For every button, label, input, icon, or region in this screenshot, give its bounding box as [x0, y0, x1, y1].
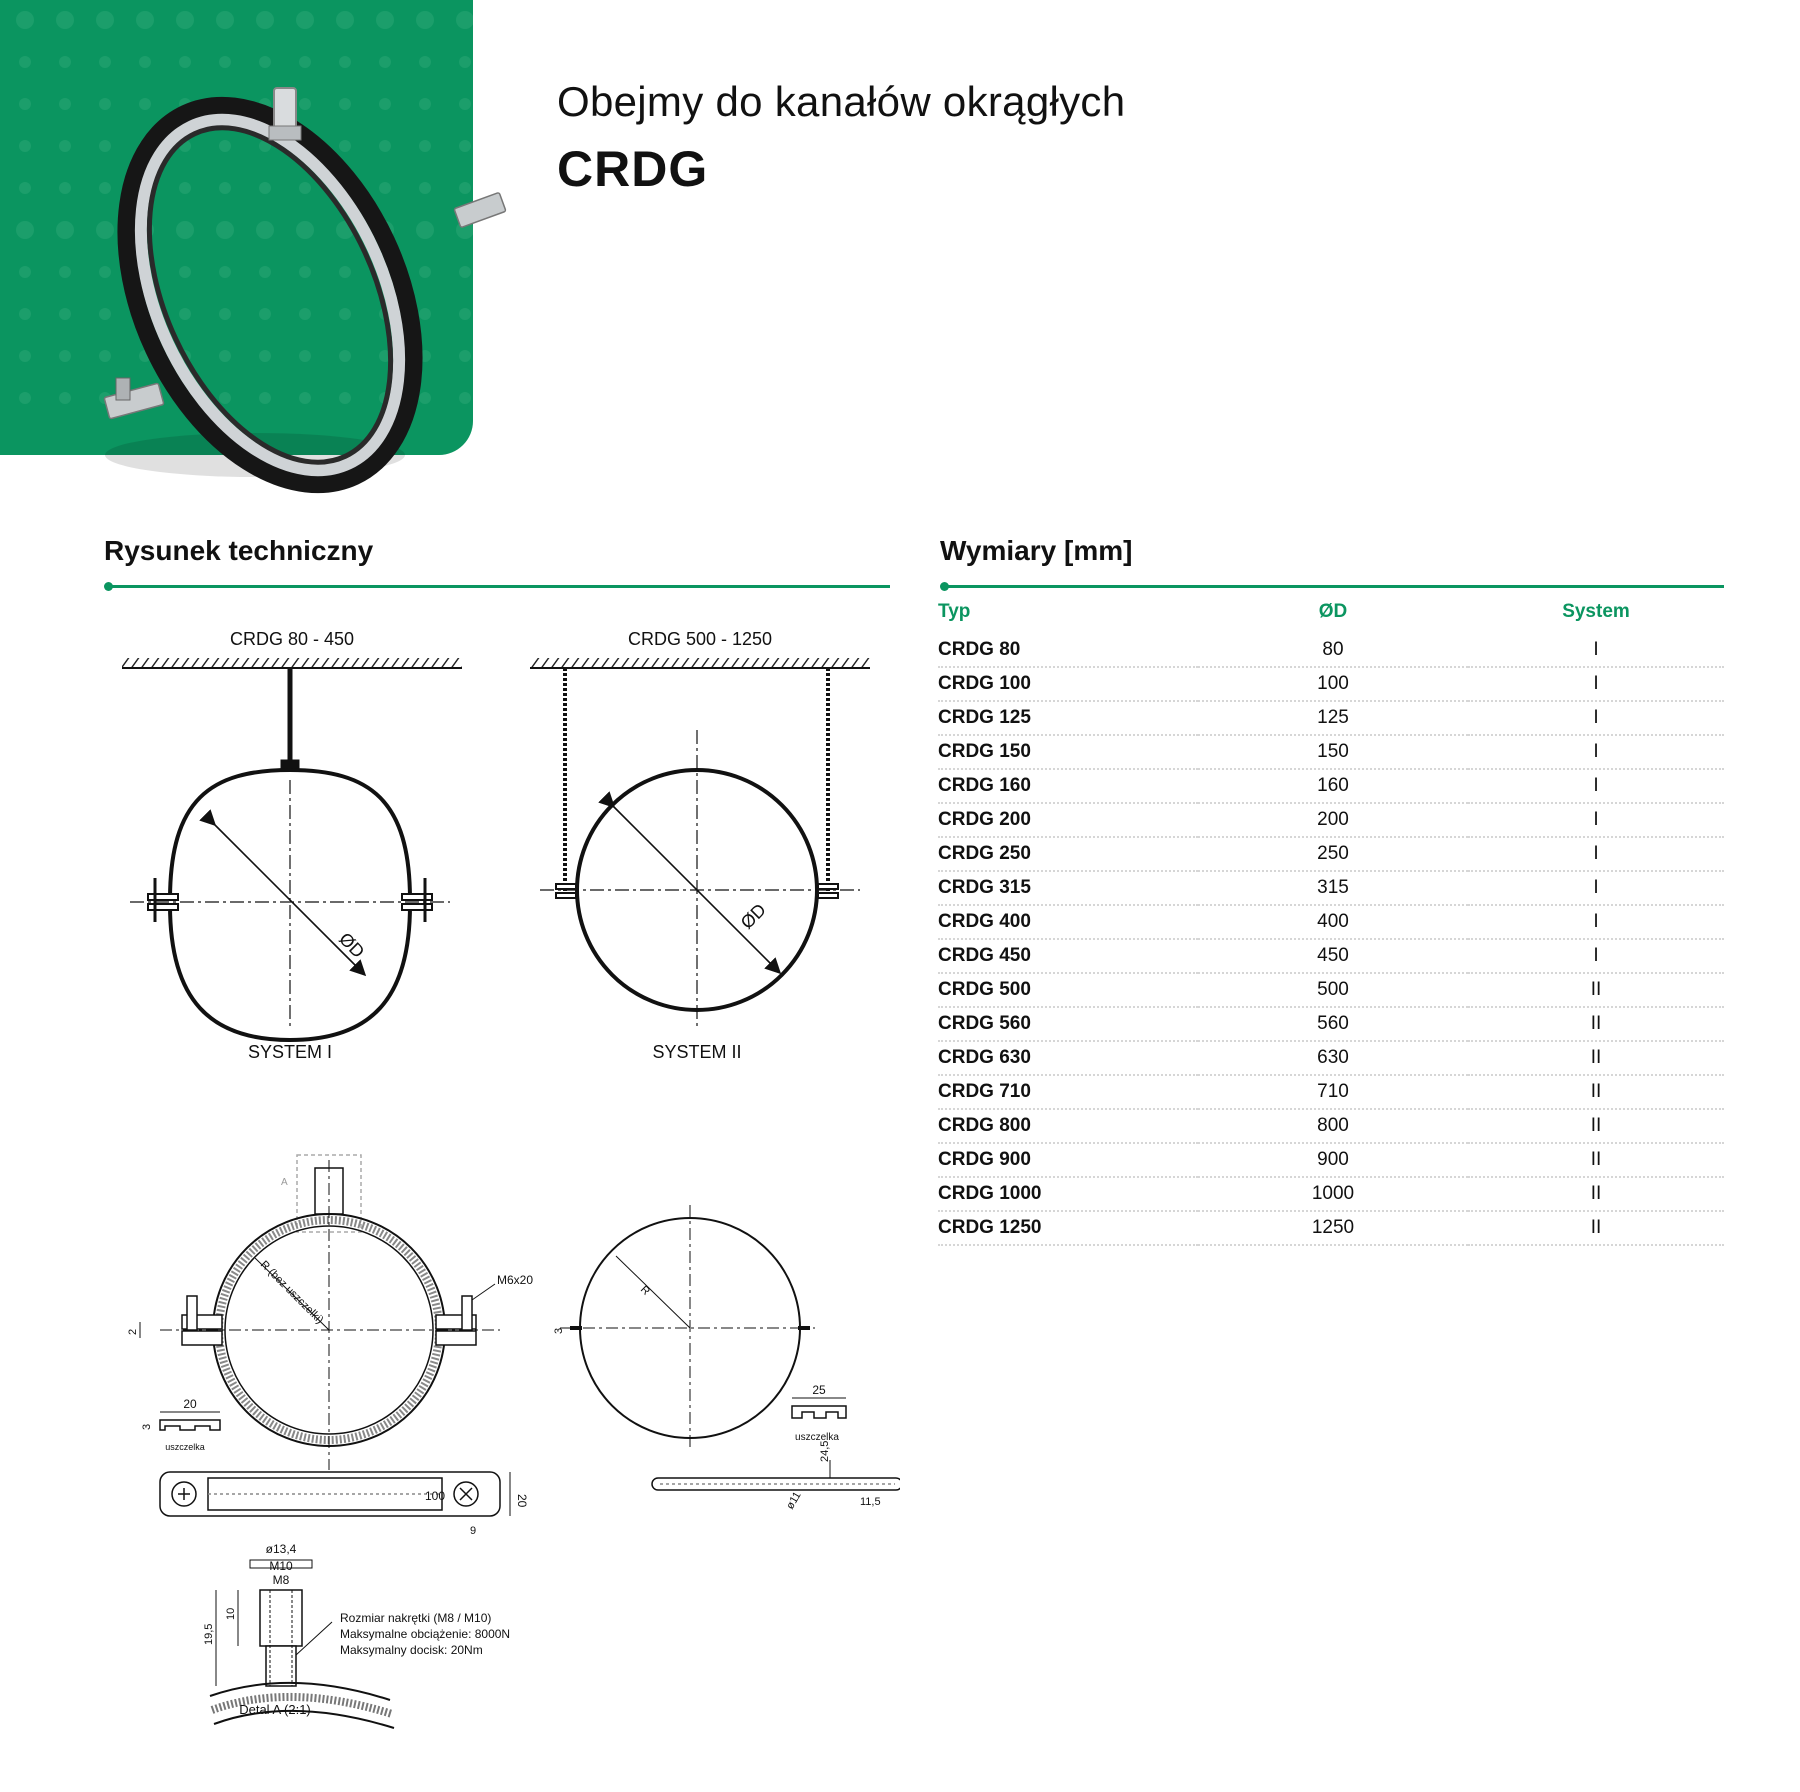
table-row	[938, 803, 1724, 837]
decor-dot	[456, 11, 473, 29]
dimensions-table	[938, 600, 1724, 1246]
cell-diameter: 1000	[1198, 1177, 1468, 1211]
table-row	[938, 667, 1724, 701]
table-row	[938, 905, 1724, 939]
cell-type: CRDG 100	[938, 667, 1198, 701]
page-subtitle: Obejmy do kanałów okrągłych	[557, 78, 1126, 125]
table-row	[938, 871, 1724, 905]
decor-dot	[19, 392, 31, 404]
table-row	[938, 1041, 1724, 1075]
cell-system: II	[1468, 1143, 1724, 1177]
cell-diameter: 400	[1198, 905, 1468, 939]
label-radius-seal: R (bez uszczelki)	[257, 1258, 326, 1327]
drawing-section-rule	[107, 585, 890, 588]
cell-system: I	[1468, 735, 1724, 769]
height-195: 19,5	[203, 1623, 215, 1645]
decor-dot	[376, 11, 394, 29]
note-line-3: Maksymalny docisk: 20Nm	[340, 1643, 483, 1657]
dim-25: 25	[812, 1383, 826, 1397]
pipe-clamp-photo	[60, 60, 540, 530]
cell-type: CRDG 450	[938, 939, 1198, 973]
cell-type: CRDG 400	[938, 905, 1198, 939]
cell-diameter: 1250	[1198, 1211, 1468, 1245]
dim-3-band: 3	[553, 1327, 565, 1334]
cell-type: CRDG 900	[938, 1143, 1198, 1177]
decor-dot	[416, 11, 434, 29]
table-row	[938, 1109, 1724, 1143]
decor-dot	[19, 308, 31, 320]
cell-diameter: 125	[1198, 701, 1468, 735]
decor-dot	[336, 11, 354, 29]
table-row	[938, 769, 1724, 803]
table-row	[938, 1211, 1724, 1245]
cell-diameter: 80	[1198, 634, 1468, 667]
decor-dot	[136, 11, 154, 29]
table-row	[938, 973, 1724, 1007]
cell-type: CRDG 630	[938, 1041, 1198, 1075]
table-row	[938, 735, 1724, 769]
product-code: CRDG	[557, 141, 709, 197]
cell-system: II	[1468, 1211, 1724, 1245]
label-system1: SYSTEM I	[247, 1042, 333, 1062]
cell-type: CRDG 315	[938, 871, 1198, 905]
decor-dot	[296, 11, 314, 29]
cell-diameter: 900	[1198, 1143, 1468, 1177]
cell-diameter: 710	[1198, 1075, 1468, 1109]
cell-type: CRDG 160	[938, 769, 1198, 803]
table-row	[938, 837, 1724, 871]
title-block	[557, 78, 1125, 198]
cell-diameter: 200	[1198, 803, 1468, 837]
cell-diameter: 100	[1198, 667, 1468, 701]
marker-a: A	[281, 1177, 288, 1188]
decor-dot	[19, 140, 31, 152]
drawing-section-title: Rysunek techniczny	[104, 535, 374, 566]
cell-type: CRDG 1250	[938, 1211, 1198, 1245]
cell-system: I	[1468, 634, 1724, 667]
height-10: 10	[225, 1607, 237, 1620]
cell-type: CRDG 150	[938, 735, 1198, 769]
decor-dot	[19, 350, 31, 362]
label-seal-right: uszczelka	[795, 1432, 839, 1443]
cell-type: CRDG 250	[938, 837, 1198, 871]
cell-type: CRDG 500	[938, 973, 1198, 1007]
decor-dot	[19, 56, 31, 68]
cell-system: I	[1468, 871, 1724, 905]
decor-dot	[19, 182, 31, 194]
cell-type: CRDG 125	[938, 701, 1198, 735]
dims-section-rule	[943, 585, 1724, 588]
cell-system: I	[1468, 905, 1724, 939]
decor-dot	[176, 11, 194, 29]
nut-diameter: ø13,4	[265, 1542, 297, 1556]
table-row	[938, 701, 1724, 735]
thread-m10: M10	[269, 1559, 293, 1573]
note-line-2: Maksymalne obciążenie: 8000N	[340, 1627, 511, 1641]
cell-type: CRDG 80	[938, 634, 1198, 667]
cell-system: II	[1468, 1041, 1724, 1075]
table-row	[938, 1075, 1724, 1109]
label-system2: SYSTEM II	[652, 1042, 742, 1062]
decor-dot	[216, 11, 234, 29]
diameter-label-system1: ØD	[335, 928, 369, 962]
cell-diameter: 160	[1198, 769, 1468, 803]
dims-section-title: Wymiary [mm]	[940, 535, 1133, 566]
table-row	[938, 634, 1724, 667]
label-system1-range: CRDG 80 - 450	[229, 629, 355, 649]
decor-dot	[16, 221, 34, 239]
label-hole: ø11	[784, 1489, 804, 1512]
cell-system: I	[1468, 769, 1724, 803]
cell-system: II	[1468, 973, 1724, 1007]
cell-system: II	[1468, 1109, 1724, 1143]
cell-type: CRDG 200	[938, 803, 1198, 837]
cell-system: I	[1468, 701, 1724, 735]
decor-dot	[16, 11, 34, 29]
header-type: Typ	[938, 601, 971, 622]
decor-dot	[19, 266, 31, 278]
decor-dot	[256, 11, 274, 29]
cell-system: II	[1468, 1075, 1724, 1109]
band-offset: 9	[470, 1525, 477, 1537]
cell-diameter: 315	[1198, 871, 1468, 905]
band-width: 20	[515, 1494, 529, 1508]
cell-system: II	[1468, 1007, 1724, 1041]
header-diameter: ØD	[1318, 601, 1348, 622]
cell-diameter: 800	[1198, 1109, 1468, 1143]
table-row	[938, 1177, 1724, 1211]
header-system: System	[1562, 601, 1630, 622]
label-bolt: M6x20	[497, 1273, 534, 1287]
table-row	[938, 939, 1724, 973]
cell-system: I	[1468, 667, 1724, 701]
table-row	[938, 1007, 1724, 1041]
cell-system: II	[1468, 1177, 1724, 1211]
diameter-label-system2: ØD	[736, 899, 770, 933]
label-seal-left: uszczelka	[165, 1442, 205, 1452]
cell-system: I	[1468, 837, 1724, 871]
cell-system: I	[1468, 939, 1724, 973]
label-radius: R	[637, 1283, 652, 1298]
cell-diameter: 250	[1198, 837, 1468, 871]
decor-dot	[96, 11, 114, 29]
dim-115: 11,5	[860, 1496, 881, 1508]
note-line-1: Rozmiar nakrętki (M8 / M10)	[340, 1611, 492, 1625]
cell-diameter: 150	[1198, 735, 1468, 769]
cell-diameter: 630	[1198, 1041, 1468, 1075]
table-row	[938, 1143, 1724, 1177]
dim-3-seal: 3	[141, 1423, 153, 1430]
thread-m8: M8	[272, 1573, 290, 1587]
dim-20: 20	[183, 1397, 197, 1411]
decor-dot	[56, 11, 74, 29]
cell-system: I	[1468, 803, 1724, 837]
decor-dot	[19, 98, 31, 110]
technical-drawing	[100, 600, 900, 1740]
cell-type: CRDG 710	[938, 1075, 1198, 1109]
cell-diameter: 560	[1198, 1007, 1468, 1041]
table-header-row	[938, 600, 1724, 634]
cell-diameter: 450	[1198, 939, 1468, 973]
cell-diameter: 500	[1198, 973, 1468, 1007]
dim-2: 2	[127, 1328, 139, 1335]
label-system2-range: CRDG 500 - 1250	[627, 629, 773, 649]
detail-caption: Detal A (2:1)	[239, 1702, 311, 1717]
band-mark: 100	[425, 1489, 446, 1503]
cell-type: CRDG 1000	[938, 1177, 1198, 1211]
cell-type: CRDG 560	[938, 1007, 1198, 1041]
cell-type: CRDG 800	[938, 1109, 1198, 1143]
height-245: 24,5	[819, 1440, 831, 1462]
